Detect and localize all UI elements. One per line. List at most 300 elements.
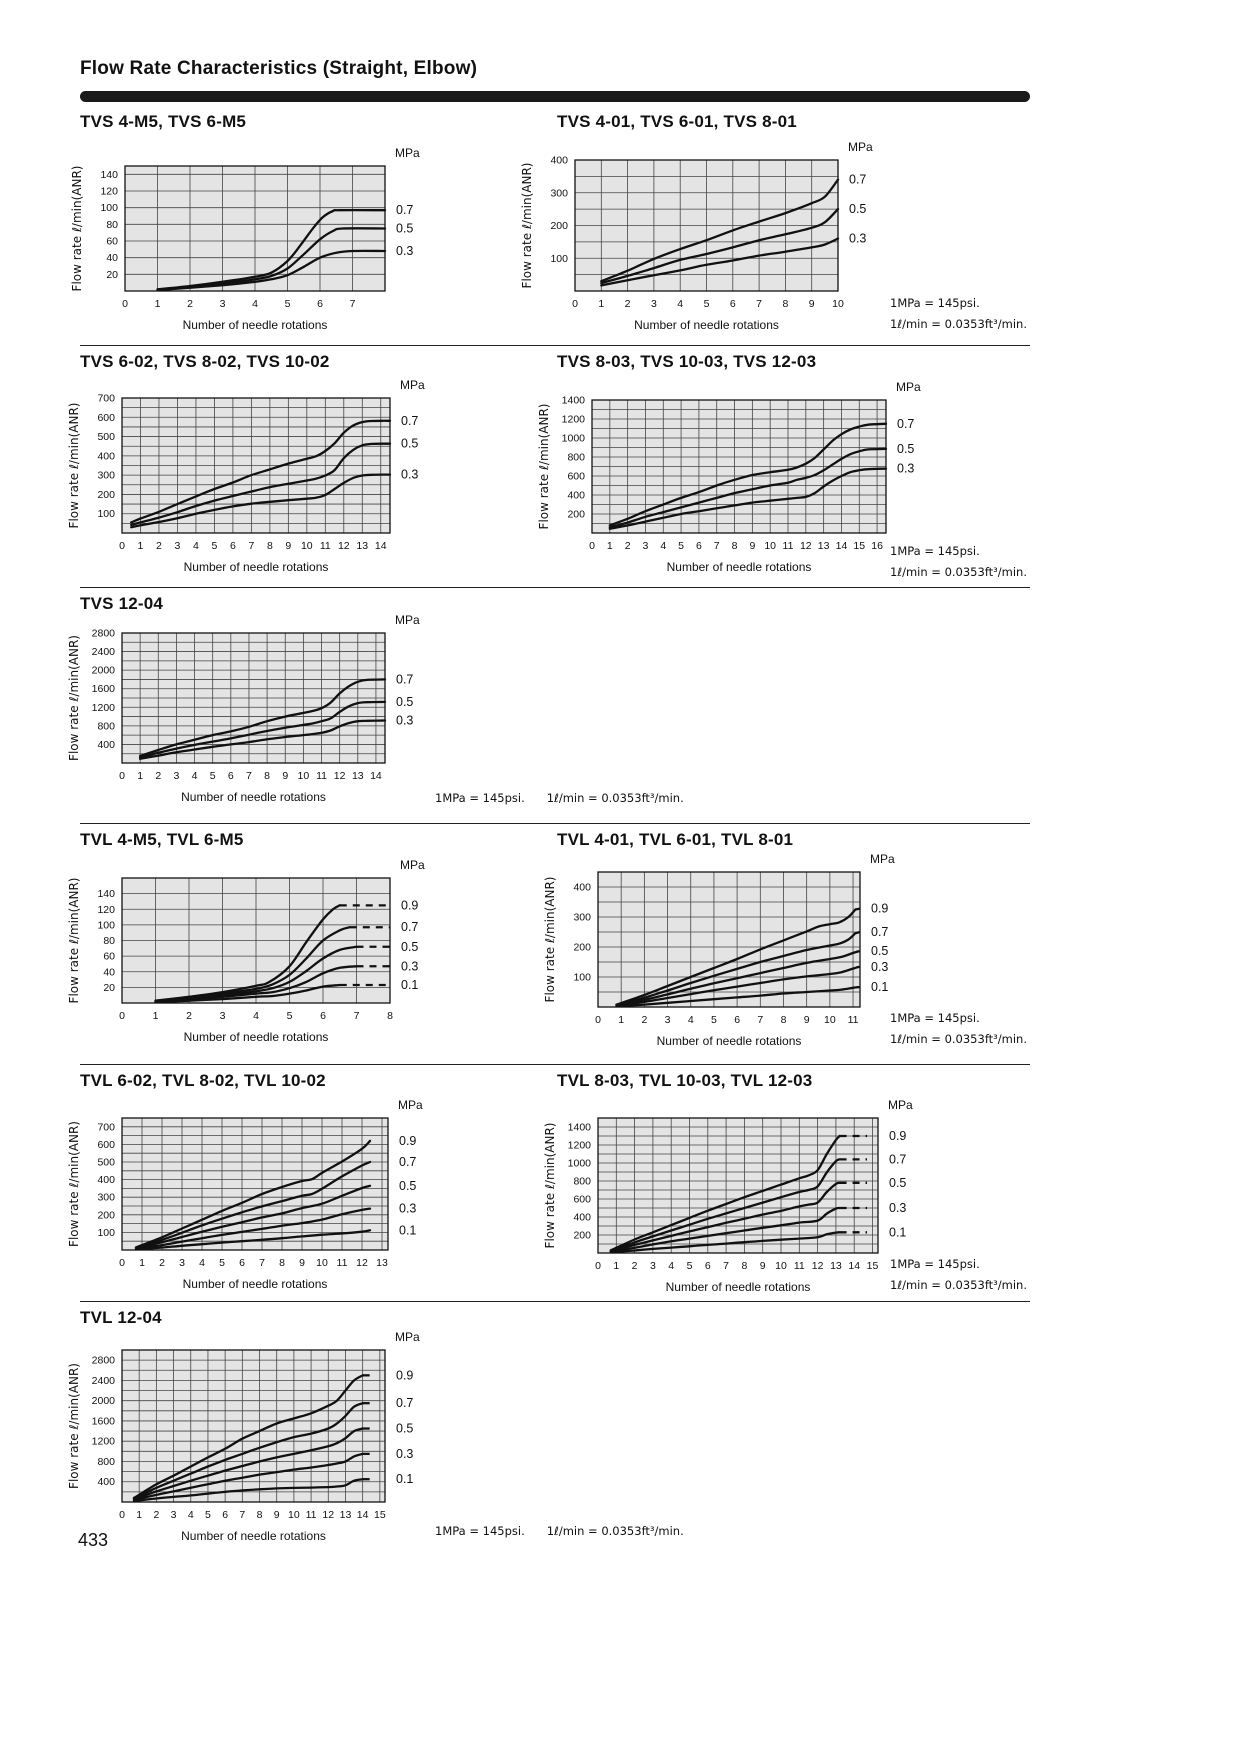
unit-note-mpa: 1MPa = 145psi. — [435, 1524, 525, 1538]
svg-text:5: 5 — [284, 298, 291, 310]
svg-text:15: 15 — [373, 1509, 386, 1521]
svg-text:MPa: MPa — [888, 1098, 913, 1112]
svg-text:100: 100 — [100, 202, 118, 215]
chart-title-tvs803: TVS 8-03, TVS 10-03, TVS 12-03 — [557, 352, 817, 371]
svg-text:12: 12 — [811, 1260, 824, 1272]
chart-title-tvs401: TVS 4-01, TVS 6-01, TVS 8-01 — [557, 112, 797, 131]
svg-text:7: 7 — [239, 1509, 246, 1521]
svg-text:0.5: 0.5 — [849, 202, 867, 217]
svg-text:200: 200 — [97, 1209, 115, 1222]
svg-text:Number of needle rotations: Number of needle rotations — [666, 560, 812, 574]
svg-text:2000: 2000 — [91, 664, 115, 677]
svg-text:400: 400 — [567, 489, 585, 502]
svg-text:0.9: 0.9 — [871, 901, 889, 916]
svg-text:2: 2 — [624, 540, 631, 552]
svg-text:5: 5 — [219, 1257, 225, 1269]
svg-text:500: 500 — [97, 431, 115, 444]
svg-text:60: 60 — [103, 950, 115, 963]
svg-text:2: 2 — [159, 1257, 165, 1269]
svg-text:10: 10 — [764, 540, 777, 552]
svg-text:2: 2 — [641, 1014, 648, 1026]
svg-text:80: 80 — [106, 218, 118, 231]
svg-text:6: 6 — [227, 770, 234, 782]
svg-text:600: 600 — [97, 411, 115, 424]
svg-text:0: 0 — [119, 1509, 125, 1521]
svg-text:0: 0 — [119, 1010, 125, 1022]
svg-text:0.3: 0.3 — [396, 244, 414, 258]
svg-text:1: 1 — [137, 540, 144, 552]
svg-text:6: 6 — [729, 298, 736, 310]
svg-text:40: 40 — [106, 252, 118, 265]
svg-text:20: 20 — [103, 981, 115, 994]
svg-text:15: 15 — [866, 1260, 879, 1272]
svg-text:9: 9 — [749, 540, 756, 552]
svg-text:0.7: 0.7 — [871, 925, 889, 939]
svg-text:Number of needle rotations: Number of needle rotations — [634, 318, 779, 332]
svg-text:10: 10 — [316, 1257, 328, 1269]
svg-text:8: 8 — [264, 770, 271, 782]
svg-text:1: 1 — [137, 770, 144, 782]
svg-text:10: 10 — [775, 1260, 787, 1272]
svg-text:Flow rate ℓ/min(ANR): Flow rate ℓ/min(ANR) — [543, 876, 557, 1003]
svg-text:12: 12 — [356, 1257, 368, 1269]
svg-text:9: 9 — [282, 770, 289, 782]
svg-text:0.3: 0.3 — [396, 1446, 414, 1461]
svg-text:400: 400 — [550, 154, 568, 167]
svg-text:100: 100 — [550, 252, 568, 265]
flow-rate-chart-tvl4m5 — [64, 848, 454, 1056]
svg-text:600: 600 — [97, 1138, 115, 1151]
page-number: 433 — [78, 1530, 109, 1550]
svg-text:400: 400 — [97, 1174, 115, 1187]
svg-text:100: 100 — [97, 1226, 115, 1239]
svg-text:0: 0 — [119, 770, 125, 782]
svg-text:0.3: 0.3 — [399, 1201, 417, 1216]
svg-text:8: 8 — [387, 1010, 393, 1022]
svg-text:0.5: 0.5 — [401, 939, 419, 954]
svg-text:4: 4 — [687, 1014, 694, 1026]
svg-text:200: 200 — [573, 941, 591, 954]
svg-text:7: 7 — [353, 1010, 360, 1022]
svg-text:MPa: MPa — [400, 378, 425, 392]
svg-text:700: 700 — [97, 1121, 115, 1134]
svg-text:13: 13 — [339, 1509, 352, 1521]
svg-text:5: 5 — [711, 1014, 717, 1026]
svg-text:7: 7 — [259, 1257, 265, 1269]
svg-text:1200: 1200 — [567, 1139, 591, 1152]
svg-text:300: 300 — [573, 911, 591, 924]
svg-text:MPa: MPa — [395, 613, 420, 627]
svg-text:5: 5 — [286, 1010, 293, 1022]
svg-text:0.1: 0.1 — [401, 978, 419, 993]
unit-note-lmin: 1ℓ/min = 0.0353ft³/min. — [890, 1278, 1027, 1292]
svg-text:8: 8 — [741, 1260, 748, 1272]
unit-note — [435, 788, 684, 809]
flow-rate-chart-tvl602 — [64, 1088, 452, 1303]
unit-note-lmin: 1ℓ/min = 0.0353ft³/min. — [890, 1032, 1027, 1046]
svg-text:13: 13 — [830, 1260, 842, 1272]
svg-text:2: 2 — [155, 770, 162, 782]
chart-title-tvs4m5: TVS 4-M5, TVS 6-M5 — [80, 112, 247, 131]
svg-text:400: 400 — [573, 881, 591, 894]
svg-text:14: 14 — [374, 540, 387, 552]
svg-text:5: 5 — [211, 540, 218, 552]
svg-text:800: 800 — [567, 451, 585, 464]
svg-text:3: 3 — [179, 1257, 185, 1269]
svg-text:9: 9 — [759, 1260, 766, 1272]
svg-text:10: 10 — [832, 298, 844, 310]
unit-note-mpa: 1MPa = 145psi. — [890, 1257, 980, 1271]
svg-text:15: 15 — [853, 540, 866, 552]
svg-text:11: 11 — [782, 540, 794, 552]
svg-text:9: 9 — [273, 1509, 280, 1521]
svg-text:2800: 2800 — [91, 1354, 115, 1367]
chart-title-tvl1204: TVL 12-04 — [80, 1308, 162, 1327]
svg-text:400: 400 — [97, 738, 115, 751]
svg-text:1600: 1600 — [91, 1415, 115, 1428]
svg-text:6: 6 — [229, 540, 236, 552]
flow-rate-chart-tvs602 — [64, 368, 454, 586]
svg-text:4: 4 — [677, 298, 684, 310]
svg-text:0.5: 0.5 — [399, 1178, 417, 1193]
svg-text:1: 1 — [139, 1257, 145, 1269]
svg-text:9: 9 — [803, 1014, 810, 1026]
svg-text:2: 2 — [156, 540, 162, 552]
unit-note — [890, 1254, 1027, 1296]
svg-text:200: 200 — [97, 488, 115, 501]
svg-text:Number of needle rotations: Number of needle rotations — [183, 560, 329, 574]
svg-text:Flow rate ℓ/min(ANR): Flow rate ℓ/min(ANR) — [67, 877, 81, 1004]
svg-text:3: 3 — [642, 540, 649, 552]
svg-text:200: 200 — [567, 508, 585, 521]
svg-text:4: 4 — [191, 770, 198, 782]
svg-text:5: 5 — [205, 1509, 211, 1521]
svg-text:10: 10 — [288, 1509, 300, 1521]
unit-note-lmin: 1ℓ/min = 0.0353ft³/min. — [546, 791, 684, 805]
svg-text:0.7: 0.7 — [396, 672, 414, 687]
svg-text:140: 140 — [97, 888, 115, 901]
svg-text:400: 400 — [97, 450, 115, 463]
svg-text:2: 2 — [631, 1260, 638, 1272]
svg-text:5: 5 — [209, 770, 216, 782]
svg-text:11: 11 — [847, 1014, 859, 1026]
svg-text:8: 8 — [256, 1509, 263, 1521]
svg-text:0.5: 0.5 — [396, 221, 414, 236]
svg-text:4: 4 — [252, 298, 258, 310]
svg-text:0.7: 0.7 — [889, 1152, 907, 1167]
svg-text:7: 7 — [723, 1260, 730, 1272]
svg-text:0.9: 0.9 — [399, 1133, 417, 1148]
svg-text:1: 1 — [613, 1260, 620, 1272]
svg-text:1000: 1000 — [567, 1157, 591, 1170]
svg-text:300: 300 — [97, 469, 115, 482]
svg-text:3: 3 — [219, 298, 226, 310]
svg-text:1400: 1400 — [561, 394, 585, 407]
unit-note-mpa: 1MPa = 145psi. — [890, 296, 980, 310]
svg-text:Flow rate ℓ/min(ANR): Flow rate ℓ/min(ANR) — [67, 402, 81, 529]
svg-text:200: 200 — [573, 1229, 591, 1242]
svg-text:Number of needle rotations: Number of needle rotations — [665, 1280, 811, 1294]
chart-title-tvs602: TVS 6-02, TVS 8-02, TVS 10-02 — [80, 352, 330, 371]
svg-text:0.1: 0.1 — [871, 980, 889, 995]
svg-text:13: 13 — [817, 540, 830, 552]
unit-note-mpa: 1MPa = 145psi. — [890, 544, 980, 558]
svg-text:1600: 1600 — [91, 683, 115, 696]
svg-text:5: 5 — [686, 1260, 693, 1272]
svg-text:20: 20 — [106, 268, 118, 281]
svg-text:2: 2 — [624, 298, 631, 310]
svg-text:700: 700 — [97, 392, 115, 405]
svg-text:100: 100 — [573, 971, 591, 984]
svg-text:0.7: 0.7 — [399, 1155, 417, 1169]
svg-text:2400: 2400 — [91, 646, 115, 659]
svg-text:0: 0 — [589, 540, 595, 552]
section-divider — [80, 823, 1030, 824]
svg-text:1400: 1400 — [567, 1121, 591, 1134]
svg-text:800: 800 — [97, 1455, 115, 1468]
svg-text:MPa: MPa — [870, 852, 895, 866]
svg-text:6: 6 — [695, 540, 702, 552]
svg-text:16: 16 — [871, 540, 883, 552]
svg-text:3: 3 — [650, 298, 657, 310]
svg-text:300: 300 — [550, 187, 568, 200]
unit-note-lmin: 1ℓ/min = 0.0353ft³/min. — [546, 1524, 684, 1538]
svg-text:0.7: 0.7 — [401, 413, 419, 428]
svg-text:Flow rate ℓ/min(ANR): Flow rate ℓ/min(ANR) — [543, 1122, 557, 1249]
svg-text:11: 11 — [305, 1509, 317, 1521]
svg-text:Number of needle rotations: Number of needle rotations — [183, 1030, 329, 1044]
svg-text:6: 6 — [704, 1260, 711, 1272]
svg-text:Flow rate ℓ/min(ANR): Flow rate ℓ/min(ANR) — [67, 1363, 81, 1489]
svg-text:13: 13 — [356, 540, 369, 552]
svg-text:1200: 1200 — [561, 413, 585, 426]
svg-text:12: 12 — [337, 540, 350, 552]
svg-text:0.7: 0.7 — [849, 172, 867, 187]
svg-text:800: 800 — [573, 1175, 591, 1188]
svg-text:MPa: MPa — [848, 140, 873, 154]
svg-text:MPa: MPa — [896, 380, 921, 394]
svg-text:0.7: 0.7 — [401, 920, 419, 935]
svg-text:6: 6 — [320, 1010, 326, 1022]
flow-rate-chart-tvl401 — [540, 842, 924, 1060]
svg-text:MPa: MPa — [395, 1330, 420, 1344]
svg-text:9: 9 — [285, 540, 292, 552]
svg-text:0.3: 0.3 — [849, 231, 867, 246]
svg-text:10: 10 — [297, 770, 310, 782]
unit-note — [890, 541, 1027, 583]
svg-text:9: 9 — [299, 1257, 305, 1269]
svg-text:0.5: 0.5 — [897, 441, 915, 456]
svg-text:0.7: 0.7 — [396, 203, 414, 218]
svg-text:0.1: 0.1 — [396, 1472, 414, 1487]
svg-text:4: 4 — [660, 540, 667, 552]
svg-text:8: 8 — [780, 1014, 787, 1026]
svg-text:10: 10 — [300, 540, 313, 552]
svg-text:10: 10 — [824, 1014, 836, 1026]
svg-text:7: 7 — [713, 540, 720, 552]
svg-text:7: 7 — [756, 298, 763, 310]
chart-title-tvl4m5: TVL 4-M5, TVL 6-M5 — [80, 830, 244, 849]
flow-rate-chart-tvs4m5 — [67, 136, 449, 344]
page-title: Flow Rate Characteristics (Straight, Elbow) — [80, 58, 478, 79]
svg-text:100: 100 — [97, 508, 115, 521]
svg-text:120: 120 — [100, 185, 118, 198]
svg-text:14: 14 — [370, 770, 382, 782]
svg-text:0.3: 0.3 — [897, 461, 915, 476]
svg-text:11: 11 — [319, 540, 331, 552]
svg-text:4: 4 — [187, 1509, 194, 1521]
svg-text:400: 400 — [573, 1211, 591, 1224]
svg-text:0.5: 0.5 — [889, 1175, 907, 1190]
svg-text:140: 140 — [100, 168, 118, 181]
svg-text:40: 40 — [103, 966, 115, 979]
svg-text:3: 3 — [174, 540, 181, 552]
chart-title-tvs1204: TVS 12-04 — [80, 594, 164, 613]
svg-text:0.3: 0.3 — [396, 713, 414, 728]
svg-text:3: 3 — [664, 1014, 671, 1026]
svg-text:0.7: 0.7 — [396, 1396, 414, 1411]
svg-text:2000: 2000 — [91, 1395, 115, 1408]
chart-title-tvl401: TVL 4-01, TVL 6-01, TVL 8-01 — [557, 830, 794, 849]
svg-text:4: 4 — [253, 1010, 259, 1022]
svg-text:Flow rate ℓ/min(ANR): Flow rate ℓ/min(ANR) — [537, 403, 551, 530]
flow-rate-chart-tvl1204 — [64, 1320, 449, 1555]
svg-text:2: 2 — [186, 1010, 192, 1022]
svg-text:5: 5 — [678, 540, 685, 552]
svg-text:1200: 1200 — [91, 701, 115, 714]
svg-text:800: 800 — [97, 720, 115, 733]
svg-text:12: 12 — [322, 1509, 335, 1521]
svg-text:1: 1 — [606, 540, 613, 552]
svg-text:Flow rate ℓ/min(ANR): Flow rate ℓ/min(ANR) — [520, 162, 534, 289]
svg-text:13: 13 — [376, 1257, 388, 1269]
svg-text:6: 6 — [222, 1509, 229, 1521]
flow-rate-chart-tvs1204 — [64, 603, 449, 816]
svg-text:200: 200 — [550, 220, 568, 232]
unit-note — [890, 1008, 1027, 1050]
svg-text:7: 7 — [757, 1014, 764, 1026]
svg-text:0: 0 — [595, 1014, 601, 1026]
svg-text:1200: 1200 — [91, 1435, 115, 1448]
svg-text:12: 12 — [799, 540, 812, 552]
svg-text:0.3: 0.3 — [401, 467, 419, 482]
svg-text:11: 11 — [336, 1257, 348, 1269]
svg-text:14: 14 — [848, 1260, 861, 1272]
svg-text:1: 1 — [152, 1010, 159, 1022]
unit-note-lmin: 1ℓ/min = 0.0353ft³/min. — [890, 317, 1027, 331]
svg-text:MPa: MPa — [400, 858, 425, 872]
svg-text:400: 400 — [97, 1476, 115, 1489]
svg-text:6: 6 — [734, 1014, 741, 1026]
unit-note — [435, 1521, 684, 1542]
svg-text:600: 600 — [573, 1193, 591, 1206]
svg-text:3: 3 — [170, 1509, 177, 1521]
svg-text:14: 14 — [835, 540, 848, 552]
svg-text:7: 7 — [349, 298, 356, 310]
svg-text:3: 3 — [219, 1010, 226, 1022]
svg-text:14: 14 — [356, 1509, 369, 1521]
svg-text:3: 3 — [173, 770, 180, 782]
svg-text:0: 0 — [122, 298, 128, 310]
svg-text:2: 2 — [153, 1509, 160, 1521]
svg-text:300: 300 — [97, 1191, 115, 1204]
svg-text:1: 1 — [618, 1014, 625, 1026]
svg-text:Number of needle rotations: Number of needle rotations — [181, 790, 326, 804]
svg-text:8: 8 — [731, 540, 738, 552]
svg-text:MPa: MPa — [398, 1098, 423, 1112]
flow-rate-chart-tvs803 — [534, 370, 950, 586]
svg-text:Flow rate ℓ/min(ANR): Flow rate ℓ/min(ANR) — [67, 635, 81, 761]
flow-rate-chart-tvl803 — [540, 1088, 942, 1306]
svg-text:0.1: 0.1 — [399, 1223, 417, 1238]
svg-text:80: 80 — [103, 935, 115, 947]
svg-text:2: 2 — [187, 298, 193, 310]
svg-text:4: 4 — [199, 1257, 205, 1269]
unit-note-mpa: 1MPa = 145psi. — [435, 791, 525, 805]
svg-text:0.5: 0.5 — [401, 436, 419, 451]
svg-text:100: 100 — [97, 919, 115, 932]
svg-text:8: 8 — [782, 298, 789, 310]
svg-text:0.5: 0.5 — [396, 694, 414, 709]
svg-text:3: 3 — [649, 1260, 656, 1272]
svg-text:12: 12 — [333, 770, 346, 782]
section-divider — [80, 345, 1030, 346]
chart-title-tvl803: TVL 8-03, TVL 10-03, TVL 12-03 — [557, 1071, 813, 1090]
unit-note-lmin: 1ℓ/min = 0.0353ft³/min. — [890, 565, 1027, 579]
svg-text:500: 500 — [97, 1156, 115, 1169]
chart-title-tvl602: TVL 6-02, TVL 8-02, TVL 10-02 — [80, 1071, 326, 1090]
svg-text:2400: 2400 — [91, 1374, 115, 1387]
svg-text:4: 4 — [193, 540, 199, 552]
unit-note-mpa: 1MPa = 145psi. — [890, 1011, 980, 1025]
svg-text:1000: 1000 — [561, 432, 585, 445]
svg-text:0.3: 0.3 — [871, 959, 889, 974]
svg-text:Flow rate ℓ/min(ANR): Flow rate ℓ/min(ANR) — [70, 165, 84, 292]
svg-text:0.5: 0.5 — [396, 1421, 414, 1436]
svg-text:Flow rate ℓ/min(ANR): Flow rate ℓ/min(ANR) — [67, 1121, 81, 1247]
svg-text:0.3: 0.3 — [401, 959, 419, 974]
svg-text:13: 13 — [351, 770, 364, 782]
svg-text:0: 0 — [572, 298, 578, 310]
svg-text:0: 0 — [595, 1260, 601, 1272]
svg-text:0: 0 — [119, 1257, 125, 1269]
svg-text:1: 1 — [136, 1509, 143, 1521]
svg-text:Number of needle rotations: Number of needle rotations — [182, 1277, 328, 1291]
svg-text:6: 6 — [317, 298, 323, 310]
svg-text:0.9: 0.9 — [889, 1129, 907, 1143]
svg-text:8: 8 — [266, 540, 273, 552]
svg-text:MPa: MPa — [395, 146, 420, 160]
title-divider-bar — [80, 91, 1030, 102]
svg-text:0: 0 — [119, 540, 125, 552]
svg-text:0.1: 0.1 — [889, 1225, 907, 1240]
svg-text:600: 600 — [567, 470, 585, 483]
unit-note — [890, 293, 1027, 335]
section-divider — [80, 587, 1030, 588]
svg-text:1: 1 — [154, 298, 161, 310]
svg-text:Number of needle rotations: Number of needle rotations — [181, 1529, 326, 1543]
svg-text:Number of needle rotations: Number of needle rotations — [182, 318, 328, 332]
svg-text:6: 6 — [239, 1257, 245, 1269]
svg-text:120: 120 — [97, 903, 115, 916]
svg-text:0.3: 0.3 — [889, 1201, 907, 1215]
svg-text:0.5: 0.5 — [871, 944, 889, 959]
svg-text:7: 7 — [246, 770, 252, 782]
svg-text:2800: 2800 — [91, 627, 115, 640]
svg-text:5: 5 — [703, 298, 710, 310]
svg-text:0.9: 0.9 — [396, 1368, 414, 1383]
section-divider — [80, 1064, 1030, 1065]
